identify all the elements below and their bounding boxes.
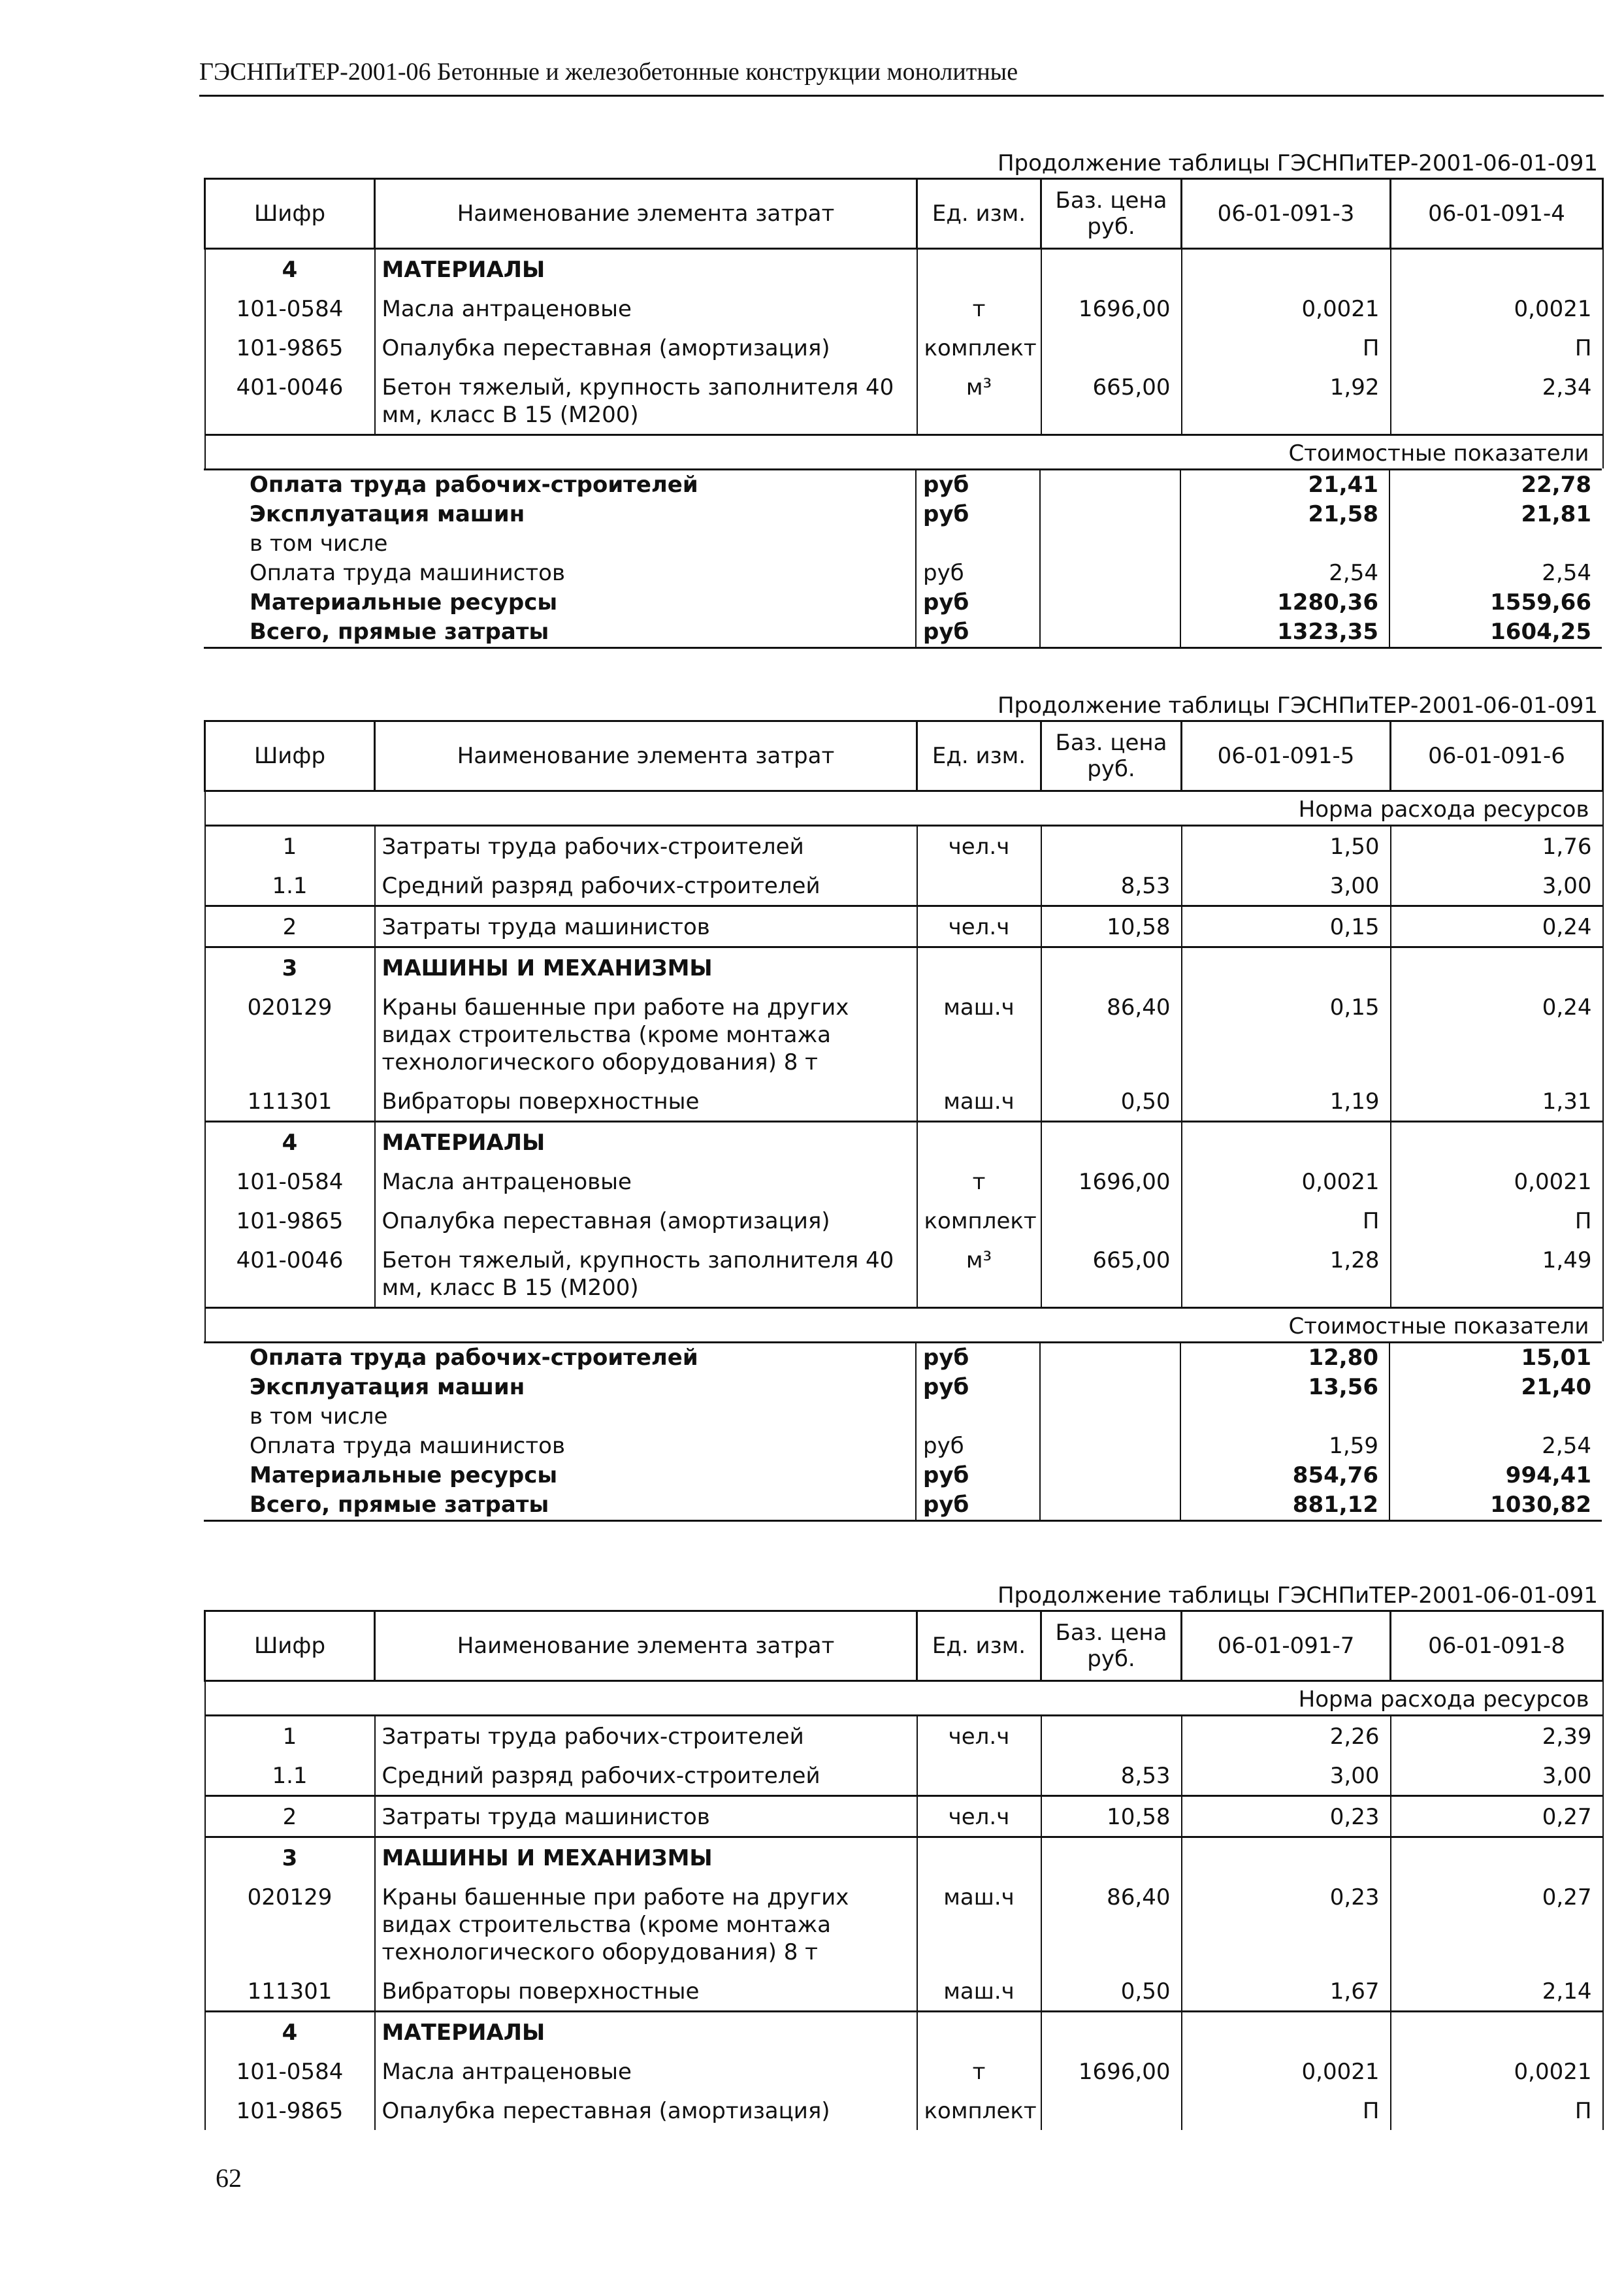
cost-row-unit bbox=[916, 1402, 1040, 1432]
cost-row-label: Оплата труда машинистов bbox=[250, 560, 566, 586]
table-row bbox=[205, 1716, 1603, 1756]
cost-row bbox=[204, 588, 1602, 617]
row-base-price bbox=[1041, 947, 1182, 988]
cost-row-base bbox=[1040, 1461, 1180, 1490]
row-code: 1 bbox=[205, 1716, 375, 1756]
cost-row-value-2: 21,40 bbox=[1389, 1373, 1602, 1402]
cost-row-base bbox=[1040, 1343, 1180, 1373]
row-value-2: 3,00 bbox=[1391, 1756, 1603, 1796]
row-code: 111301 bbox=[205, 1081, 375, 1122]
table-row bbox=[205, 987, 1603, 1081]
row-value-2: П bbox=[1391, 328, 1603, 367]
cost-row-label: Всего, прямые затраты bbox=[204, 617, 916, 648]
row-value-2: 2,34 bbox=[1391, 367, 1603, 435]
row-code: 101-9865 bbox=[205, 2091, 375, 2130]
table-row bbox=[205, 328, 1603, 367]
resource-table bbox=[204, 1610, 1604, 2130]
cost-row-unit: руб bbox=[916, 1461, 1040, 1490]
row-name: Затраты труда рабочих-строителей bbox=[375, 826, 917, 866]
cost-row-base bbox=[1040, 1402, 1180, 1432]
norm-label: Норма расхода ресурсов bbox=[205, 1681, 1603, 1716]
row-value-1: П bbox=[1182, 2091, 1391, 2130]
cost-row-value-2: 22,78 bbox=[1389, 470, 1602, 500]
row-name: Масла антраценовые bbox=[375, 1162, 917, 1201]
table-block-2 bbox=[204, 691, 1602, 1522]
row-value-1: 3,00 bbox=[1182, 866, 1391, 906]
cost-row-label: Всего, прямые затраты bbox=[204, 1490, 916, 1521]
row-name: Средний разряд рабочих-строителей bbox=[375, 866, 917, 906]
cost-row-value-1: 1,59 bbox=[1180, 1432, 1389, 1461]
row-value-1 bbox=[1182, 1837, 1391, 1878]
row-name: Затраты труда машинистов bbox=[375, 906, 917, 947]
cost-row-value-1: 2,54 bbox=[1180, 559, 1389, 588]
cost-row-value-2 bbox=[1389, 529, 1602, 559]
table-row bbox=[205, 947, 1603, 988]
cost-row-unit bbox=[916, 529, 1040, 559]
row-base-price: 10,58 bbox=[1041, 1796, 1182, 1837]
table-row bbox=[205, 2012, 1603, 2052]
row-name: Вибраторы поверхностные bbox=[375, 1971, 917, 2012]
row-unit: маш.ч bbox=[917, 1971, 1041, 2012]
row-unit: чел.ч bbox=[917, 826, 1041, 866]
row-value-1: 1,28 bbox=[1182, 1240, 1391, 1308]
row-base-price: 86,40 bbox=[1041, 1877, 1182, 1971]
resource-table bbox=[204, 720, 1604, 1341]
header-base-price: Баз. цена руб. bbox=[1041, 1611, 1182, 1681]
cost-row-base bbox=[1040, 470, 1180, 500]
row-value-2 bbox=[1391, 1837, 1603, 1878]
table-continuation-caption: Продолжение таблицы ГЭСНПиТЕР-2001-06-01-091 bbox=[997, 1582, 1598, 1609]
header-unit: Ед. изм. bbox=[917, 179, 1041, 249]
cost-row bbox=[204, 617, 1602, 648]
table-row bbox=[205, 1201, 1603, 1240]
cost-row-value-2: 2,54 bbox=[1389, 559, 1602, 588]
cost-row-label: Материальные ресурсы bbox=[250, 589, 558, 615]
cost-row-base bbox=[1040, 1490, 1180, 1521]
row-code: 101-9865 bbox=[205, 328, 375, 367]
header-col2: 06-01-091-4 bbox=[1391, 179, 1603, 249]
cost-row-unit: руб bbox=[916, 559, 1040, 588]
row-value-2: 0,24 bbox=[1391, 987, 1603, 1081]
row-name: МАТЕРИАЛЫ bbox=[375, 2012, 917, 2052]
cost-row-label: Эксплуатация машин bbox=[250, 1374, 525, 1400]
cost-row-value-2: 21,81 bbox=[1389, 500, 1602, 529]
table-row bbox=[205, 906, 1603, 947]
cost-row bbox=[204, 500, 1602, 529]
row-name: Масла антраценовые bbox=[375, 2052, 917, 2091]
cost-table bbox=[204, 468, 1602, 649]
cost-label: Стоимостные показатели bbox=[205, 1308, 1603, 1342]
table-row bbox=[205, 826, 1603, 866]
row-unit: чел.ч bbox=[917, 1796, 1041, 1837]
row-unit bbox=[917, 1756, 1041, 1796]
row-code: 2 bbox=[205, 906, 375, 947]
cost-row-base bbox=[1040, 588, 1180, 617]
row-value-1: 3,00 bbox=[1182, 1756, 1391, 1796]
cost-row bbox=[204, 1432, 1602, 1461]
row-base-price: 665,00 bbox=[1041, 1240, 1182, 1308]
cost-row-value-2: 1030,82 bbox=[1389, 1490, 1602, 1521]
row-unit: комплект bbox=[917, 328, 1041, 367]
cost-row-value-1: 881,12 bbox=[1180, 1490, 1389, 1521]
row-unit bbox=[917, 866, 1041, 906]
row-value-2: П bbox=[1391, 1201, 1603, 1240]
row-base-price bbox=[1041, 826, 1182, 866]
row-value-2 bbox=[1391, 249, 1603, 289]
row-value-1 bbox=[1182, 1122, 1391, 1162]
table-row bbox=[205, 1756, 1603, 1796]
row-code: 101-0584 bbox=[205, 1162, 375, 1201]
row-value-1: П bbox=[1182, 1201, 1391, 1240]
cost-row-value-1: 854,76 bbox=[1180, 1461, 1389, 1490]
table-row bbox=[205, 2091, 1603, 2130]
header-row bbox=[205, 1611, 1603, 1681]
header-row bbox=[205, 721, 1603, 791]
table-continuation-caption: Продолжение таблицы ГЭСНПиТЕР-2001-06-01-091 bbox=[997, 693, 1598, 719]
table-row bbox=[205, 2052, 1603, 2091]
row-value-2: 0,27 bbox=[1391, 1877, 1603, 1971]
header-col2: 06-01-091-8 bbox=[1391, 1611, 1603, 1681]
row-base-price: 8,53 bbox=[1041, 1756, 1182, 1796]
cost-row-label: Оплата труда рабочих-строителей bbox=[250, 472, 698, 498]
row-code: 111301 bbox=[205, 1971, 375, 2012]
row-name: МАШИНЫ И МЕХАНИЗМЫ bbox=[375, 947, 917, 988]
table-row bbox=[205, 1877, 1603, 1971]
cost-row-value-1 bbox=[1180, 1402, 1389, 1432]
row-code: 3 bbox=[205, 1837, 375, 1878]
cost-row bbox=[204, 1461, 1602, 1490]
row-base-price: 10,58 bbox=[1041, 906, 1182, 947]
table-row bbox=[205, 866, 1603, 906]
cost-row-label: Оплата труда машинистов bbox=[250, 1433, 566, 1459]
cost-row-value-1: 1280,36 bbox=[1180, 588, 1389, 617]
row-value-2: 0,0021 bbox=[1391, 2052, 1603, 2091]
table-block-1 bbox=[204, 149, 1602, 649]
row-unit: м³ bbox=[917, 367, 1041, 435]
row-value-1: 1,19 bbox=[1182, 1081, 1391, 1122]
cost-row bbox=[204, 470, 1602, 500]
row-value-2: 1,49 bbox=[1391, 1240, 1603, 1308]
row-base-price bbox=[1041, 249, 1182, 289]
cost-row-unit: руб bbox=[916, 1490, 1040, 1521]
cost-row bbox=[204, 1343, 1602, 1373]
table-row bbox=[205, 1162, 1603, 1201]
resource-table bbox=[204, 178, 1604, 468]
row-value-2 bbox=[1391, 947, 1603, 988]
row-value-1: 0,0021 bbox=[1182, 289, 1391, 328]
row-value-2: 2,39 bbox=[1391, 1716, 1603, 1756]
row-unit: комплект bbox=[917, 2091, 1041, 2130]
row-value-1: 0,0021 bbox=[1182, 2052, 1391, 2091]
cost-label-row bbox=[205, 435, 1603, 469]
cost-row-value-2: 1559,66 bbox=[1389, 588, 1602, 617]
cost-row-unit: руб bbox=[916, 588, 1040, 617]
row-name: Опалубка переставная (амортизация) bbox=[375, 1201, 917, 1240]
cost-row-value-2: 1604,25 bbox=[1389, 617, 1602, 648]
header-unit: Ед. изм. bbox=[917, 721, 1041, 791]
row-value-2: 1,31 bbox=[1391, 1081, 1603, 1122]
row-code: 1.1 bbox=[205, 866, 375, 906]
row-value-1: 0,0021 bbox=[1182, 1162, 1391, 1201]
row-value-1: 0,15 bbox=[1182, 906, 1391, 947]
cost-row bbox=[204, 1373, 1602, 1402]
row-value-2: 2,14 bbox=[1391, 1971, 1603, 2012]
row-value-1: 0,23 bbox=[1182, 1877, 1391, 1971]
row-code: 020129 bbox=[205, 987, 375, 1081]
header-col1: 06-01-091-5 bbox=[1182, 721, 1391, 791]
cost-row-value-1: 12,80 bbox=[1180, 1343, 1389, 1373]
row-unit: чел.ч bbox=[917, 906, 1041, 947]
row-value-2: 0,24 bbox=[1391, 906, 1603, 947]
row-code: 1.1 bbox=[205, 1756, 375, 1796]
row-base-price: 1696,00 bbox=[1041, 2052, 1182, 2091]
cost-label-row bbox=[205, 1308, 1603, 1342]
row-name: Средний разряд рабочих-строителей bbox=[375, 1756, 917, 1796]
header-col1: 06-01-091-3 bbox=[1182, 179, 1391, 249]
row-base-price: 0,50 bbox=[1041, 1971, 1182, 2012]
row-unit: т bbox=[917, 1162, 1041, 1201]
row-code: 1 bbox=[205, 826, 375, 866]
row-code: 3 bbox=[205, 947, 375, 988]
table-row bbox=[205, 1240, 1603, 1308]
cost-row-unit: руб bbox=[916, 1343, 1040, 1373]
cost-row-value-1: 21,58 bbox=[1180, 500, 1389, 529]
norm-label-row bbox=[205, 791, 1603, 826]
row-unit bbox=[917, 2012, 1041, 2052]
row-value-2: 0,27 bbox=[1391, 1796, 1603, 1837]
row-unit: маш.ч bbox=[917, 1081, 1041, 1122]
header-row bbox=[205, 179, 1603, 249]
row-base-price: 0,50 bbox=[1041, 1081, 1182, 1122]
row-code: 101-9865 bbox=[205, 1201, 375, 1240]
row-base-price: 1696,00 bbox=[1041, 289, 1182, 328]
row-base-price bbox=[1041, 2091, 1182, 2130]
cost-row-value-2: 2,54 bbox=[1389, 1432, 1602, 1461]
table-continuation-caption: Продолжение таблицы ГЭСНПиТЕР-2001-06-01-091 bbox=[997, 150, 1598, 176]
header-code: Шифр bbox=[205, 721, 375, 791]
row-value-2 bbox=[1391, 2012, 1603, 2052]
row-unit: т bbox=[917, 2052, 1041, 2091]
row-base-price bbox=[1041, 328, 1182, 367]
row-value-1 bbox=[1182, 947, 1391, 988]
table-row bbox=[205, 367, 1603, 435]
header-base-price: Баз. цена руб. bbox=[1041, 179, 1182, 249]
row-unit: маш.ч bbox=[917, 1877, 1041, 1971]
cost-row-unit: руб bbox=[916, 470, 1040, 500]
header-base-price: Баз. цена руб. bbox=[1041, 721, 1182, 791]
row-base-price bbox=[1041, 2012, 1182, 2052]
header-rule bbox=[199, 95, 1604, 97]
cost-row-label: Материальные ресурсы bbox=[250, 1462, 558, 1488]
header-col2: 06-01-091-6 bbox=[1391, 721, 1603, 791]
row-value-2: 0,0021 bbox=[1391, 1162, 1603, 1201]
cost-row-base bbox=[1040, 529, 1180, 559]
cost-row-unit: руб bbox=[916, 617, 1040, 648]
row-name: МАШИНЫ И МЕХАНИЗМЫ bbox=[375, 1837, 917, 1878]
cost-row-value-1: 21,41 bbox=[1180, 470, 1389, 500]
row-unit: чел.ч bbox=[917, 1716, 1041, 1756]
header-col1: 06-01-091-7 bbox=[1182, 1611, 1391, 1681]
header-name: Наименование элемента затрат bbox=[375, 721, 917, 791]
running-head: ГЭСНПиТЕР-2001-06 Бетонные и железобетонные конструкции монолитные bbox=[199, 58, 1018, 86]
header-name: Наименование элемента затрат bbox=[375, 1611, 917, 1681]
row-name: Краны башенные при работе на других видах строительства (кроме монтажа технологического оборудования) 8 т bbox=[375, 987, 917, 1081]
row-value-1: П bbox=[1182, 328, 1391, 367]
header-name: Наименование элемента затрат bbox=[375, 179, 917, 249]
cost-row-unit: руб bbox=[916, 1373, 1040, 1402]
row-value-1: 1,67 bbox=[1182, 1971, 1391, 2012]
row-code: 101-0584 bbox=[205, 289, 375, 328]
cost-table bbox=[204, 1341, 1602, 1522]
row-value-1: 0,15 bbox=[1182, 987, 1391, 1081]
cost-row-value-2: 994,41 bbox=[1389, 1461, 1602, 1490]
row-base-price bbox=[1041, 1716, 1182, 1756]
row-code: 2 bbox=[205, 1796, 375, 1837]
cost-row-label: Оплата труда рабочих-строителей bbox=[250, 1345, 698, 1371]
header-unit: Ед. изм. bbox=[917, 1611, 1041, 1681]
cost-row bbox=[204, 1490, 1602, 1521]
row-value-2: 1,76 bbox=[1391, 826, 1603, 866]
cost-row-label: Эксплуатация машин bbox=[250, 501, 525, 527]
table-row bbox=[205, 1081, 1603, 1122]
row-value-2 bbox=[1391, 1122, 1603, 1162]
row-value-1 bbox=[1182, 2012, 1391, 2052]
cost-row-base bbox=[1040, 1373, 1180, 1402]
cost-row-base bbox=[1040, 1432, 1180, 1461]
norm-label: Норма расхода ресурсов bbox=[205, 791, 1603, 826]
row-unit bbox=[917, 1122, 1041, 1162]
row-name: Опалубка переставная (амортизация) bbox=[375, 328, 917, 367]
row-name: МАТЕРИАЛЫ bbox=[375, 249, 917, 289]
header-code: Шифр bbox=[205, 1611, 375, 1681]
row-code: 4 bbox=[205, 1122, 375, 1162]
cost-row-unit: руб bbox=[916, 500, 1040, 529]
row-name: Масла антраценовые bbox=[375, 289, 917, 328]
cost-row bbox=[204, 529, 1602, 559]
row-code: 4 bbox=[205, 249, 375, 289]
row-code: 4 bbox=[205, 2012, 375, 2052]
cost-row-value-1: 13,56 bbox=[1180, 1373, 1389, 1402]
row-name: Краны башенные при работе на других видах строительства (кроме монтажа технологического оборудования) 8 т bbox=[375, 1877, 917, 1971]
row-name: Бетон тяжелый, крупность заполнителя 40 мм, класс В 15 (М200) bbox=[375, 1240, 917, 1308]
cost-row-value-2: 15,01 bbox=[1389, 1343, 1602, 1373]
row-name: Затраты труда рабочих-строителей bbox=[375, 1716, 917, 1756]
row-unit bbox=[917, 1837, 1041, 1878]
cost-row-base bbox=[1040, 559, 1180, 588]
header-code: Шифр bbox=[205, 179, 375, 249]
table-block-3 bbox=[204, 1581, 1602, 2130]
row-name: Бетон тяжелый, крупность заполнителя 40 мм, класс В 15 (М200) bbox=[375, 367, 917, 435]
cost-row bbox=[204, 1402, 1602, 1432]
row-unit: т bbox=[917, 289, 1041, 328]
row-base-price: 665,00 bbox=[1041, 367, 1182, 435]
row-base-price: 86,40 bbox=[1041, 987, 1182, 1081]
row-value-2: П bbox=[1391, 2091, 1603, 2130]
cost-row-label: в том числе bbox=[250, 531, 388, 557]
cost-row bbox=[204, 559, 1602, 588]
table-row bbox=[205, 1796, 1603, 1837]
cost-label: Стоимостные показатели bbox=[205, 435, 1603, 469]
row-value-1: 1,50 bbox=[1182, 826, 1391, 866]
page-number: 62 bbox=[216, 2163, 242, 2193]
norm-label-row bbox=[205, 1681, 1603, 1716]
row-value-1: 1,92 bbox=[1182, 367, 1391, 435]
row-base-price: 1696,00 bbox=[1041, 1162, 1182, 1201]
row-value-1 bbox=[1182, 249, 1391, 289]
row-unit: м³ bbox=[917, 1240, 1041, 1308]
cost-row-base bbox=[1040, 617, 1180, 648]
row-unit: маш.ч bbox=[917, 987, 1041, 1081]
row-code: 020129 bbox=[205, 1877, 375, 1971]
row-code: 401-0046 bbox=[205, 367, 375, 435]
cost-row-base bbox=[1040, 500, 1180, 529]
row-value-1: 0,23 bbox=[1182, 1796, 1391, 1837]
row-value-2: 3,00 bbox=[1391, 866, 1603, 906]
row-name: Вибраторы поверхностные bbox=[375, 1081, 917, 1122]
row-name: МАТЕРИАЛЫ bbox=[375, 1122, 917, 1162]
row-base-price bbox=[1041, 1122, 1182, 1162]
row-base-price: 8,53 bbox=[1041, 866, 1182, 906]
cost-row-value-1: 1323,35 bbox=[1180, 617, 1389, 648]
cost-row-value-2 bbox=[1389, 1402, 1602, 1432]
table-row bbox=[205, 1837, 1603, 1878]
row-value-1: 2,26 bbox=[1182, 1716, 1391, 1756]
table-row bbox=[205, 289, 1603, 328]
row-code: 101-0584 bbox=[205, 2052, 375, 2091]
row-unit bbox=[917, 249, 1041, 289]
row-base-price bbox=[1041, 1837, 1182, 1878]
cost-row-unit: руб bbox=[916, 1432, 1040, 1461]
row-name: Опалубка переставная (амортизация) bbox=[375, 2091, 917, 2130]
cost-row-value-1 bbox=[1180, 529, 1389, 559]
table-row bbox=[205, 1122, 1603, 1162]
table-row bbox=[205, 249, 1603, 289]
row-value-2: 0,0021 bbox=[1391, 289, 1603, 328]
row-code: 401-0046 bbox=[205, 1240, 375, 1308]
row-unit: комплект bbox=[917, 1201, 1041, 1240]
cost-row-label: в том числе bbox=[250, 1403, 388, 1430]
row-base-price bbox=[1041, 1201, 1182, 1240]
table-row bbox=[205, 1971, 1603, 2012]
row-unit bbox=[917, 947, 1041, 988]
row-name: Затраты труда машинистов bbox=[375, 1796, 917, 1837]
